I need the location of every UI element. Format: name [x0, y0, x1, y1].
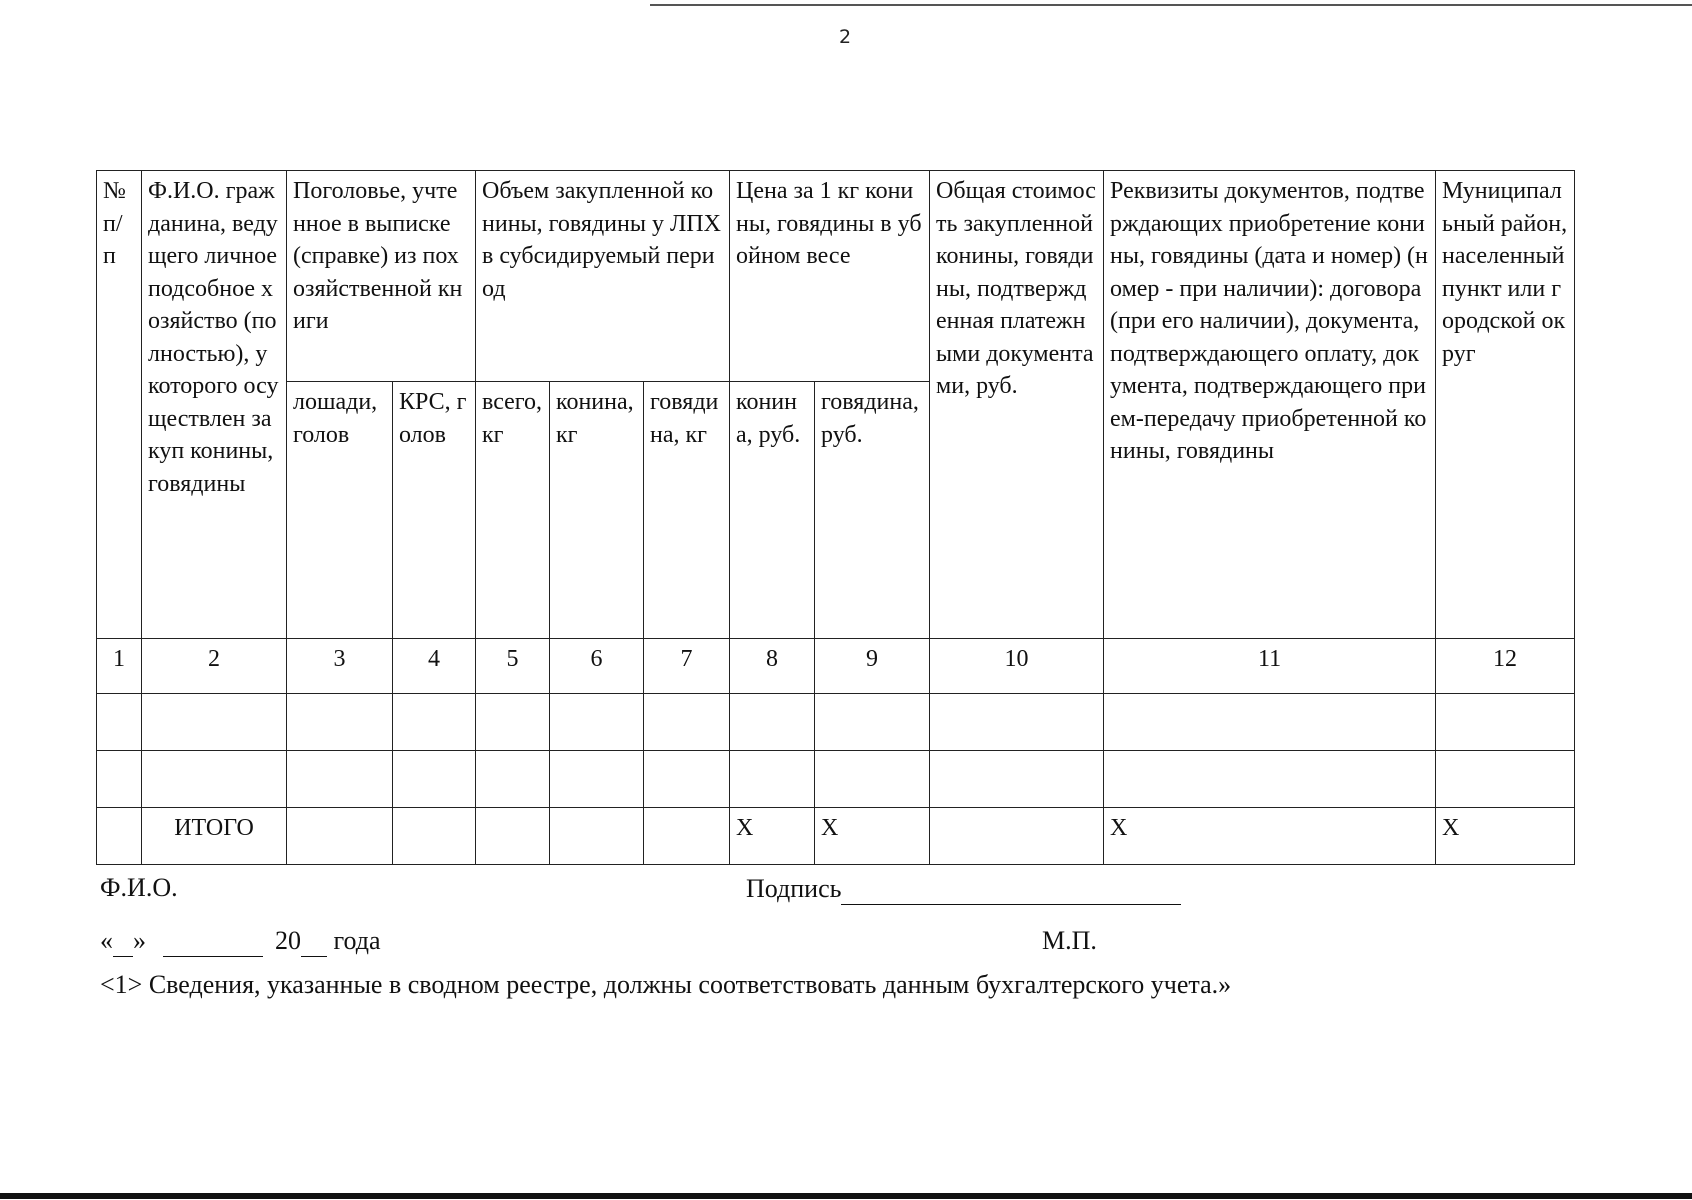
table-cell — [1104, 751, 1436, 808]
table-cell — [1104, 694, 1436, 751]
total-cell-12: Х — [1436, 808, 1575, 865]
total-label: ИТОГО — [142, 808, 287, 865]
header-volume: Объем закупленной конины, говядины у ЛПХ в субсидируемый период — [476, 171, 730, 382]
table-cell — [476, 694, 550, 751]
column-number: 3 — [287, 639, 393, 694]
header-row-1 — [97, 171, 1575, 382]
date-month-blank — [163, 926, 263, 957]
column-number: 12 — [1436, 639, 1575, 694]
column-number: 6 — [550, 639, 644, 694]
column-number: 4 — [393, 639, 476, 694]
date-year-prefix: 20 — [275, 926, 301, 955]
table-cell — [930, 808, 1104, 865]
table-cell — [142, 694, 287, 751]
header-price-beef: говядина, руб. — [815, 382, 930, 639]
table-cell — [644, 694, 730, 751]
date-year-suffix: года — [333, 926, 381, 955]
header-total-cost: Общая стоимость закупленной конины, говядины, подтвержденная платежными документами, руб. — [930, 171, 1104, 639]
table-cell — [287, 751, 393, 808]
table-cell — [1436, 694, 1575, 751]
column-number: 5 — [476, 639, 550, 694]
header-volume-horse: конина, кг — [550, 382, 644, 639]
table-cell — [644, 751, 730, 808]
table-cell — [730, 694, 815, 751]
total-row — [97, 808, 1575, 865]
table-cell — [476, 751, 550, 808]
header-requisites: Реквизиты документов, подтверждающих приобретение конины, говядины (дата и номер) (номер - при наличии): договора (при его наличии), документа, подтверждающего оплату, документа, подтверждающего прием-передачу приобретенной конины, говядины — [1104, 171, 1436, 639]
column-number: 1 — [97, 639, 142, 694]
header-municipality: Муниципальный район, населенный пункт или городской округ — [1436, 171, 1575, 639]
total-cell-9: Х — [815, 808, 930, 865]
date-close-quote: » — [133, 926, 146, 955]
column-number: 9 — [815, 639, 930, 694]
footnote: <1> Сведения, указанные в сводном реестре, должны соответствовать данным бухгалтерского учета.» — [100, 970, 1232, 999]
table-cell — [815, 751, 930, 808]
header-price: Цена за 1 кг конины, говядины в убойном весе — [730, 171, 930, 382]
bottom-border-line — [0, 1193, 1692, 1199]
fio-label: Ф.И.О. — [100, 873, 178, 902]
stamp-label: М.П. — [1042, 926, 1097, 955]
table-cell — [287, 808, 393, 865]
date-day-blank — [113, 926, 133, 957]
header-livestock: Поголовье, учтенное в выписке (справке) из похозяйственной книги — [287, 171, 476, 382]
signature-block — [746, 874, 1181, 905]
total-cell-11: Х — [1104, 808, 1436, 865]
table-cell — [930, 694, 1104, 751]
table-cell — [97, 694, 142, 751]
header-volume-total: всего, кг — [476, 382, 550, 639]
table-cell — [550, 751, 644, 808]
table-cell — [393, 808, 476, 865]
header-price-horse: конина, руб. — [730, 382, 815, 639]
column-number: 10 — [930, 639, 1104, 694]
table-cell — [550, 808, 644, 865]
table-cell — [815, 694, 930, 751]
column-numbers-row — [97, 639, 1575, 694]
column-number: 11 — [1104, 639, 1436, 694]
table-cell — [1436, 751, 1575, 808]
date-block — [100, 926, 381, 957]
table-cell — [730, 751, 815, 808]
header-no: № п/п — [97, 171, 142, 639]
column-number: 8 — [730, 639, 815, 694]
header-volume-beef: говядина, кг — [644, 382, 730, 639]
header-livestock-krs: КРС, голов — [393, 382, 476, 639]
page-number: 2 — [838, 26, 852, 48]
column-number: 2 — [142, 639, 287, 694]
table-row-empty-1 — [97, 694, 1575, 751]
table-cell — [930, 751, 1104, 808]
table-cell — [142, 751, 287, 808]
table-cell — [644, 808, 730, 865]
column-number: 7 — [644, 639, 730, 694]
summary-registry-table — [96, 170, 1575, 865]
table-row-empty-2 — [97, 751, 1575, 808]
header-livestock-horses: лошади, голов — [287, 382, 393, 639]
total-cell-8: Х — [730, 808, 815, 865]
signature-label: Подпись — [746, 874, 842, 903]
header-fio: Ф.И.О. гражданина, ведущего личное подсобное хозяйство (полностью), у которого осуществлен закуп конины, говядины — [142, 171, 287, 639]
signature-line — [841, 874, 1181, 905]
table-cell — [393, 694, 476, 751]
table-cell — [550, 694, 644, 751]
date-year-blank — [301, 926, 327, 957]
table-cell — [393, 751, 476, 808]
table-cell — [287, 694, 393, 751]
table-cell — [476, 808, 550, 865]
top-border-line — [650, 4, 1692, 6]
date-open-quote: « — [100, 926, 113, 955]
table-cell — [97, 808, 142, 865]
table-cell — [97, 751, 142, 808]
